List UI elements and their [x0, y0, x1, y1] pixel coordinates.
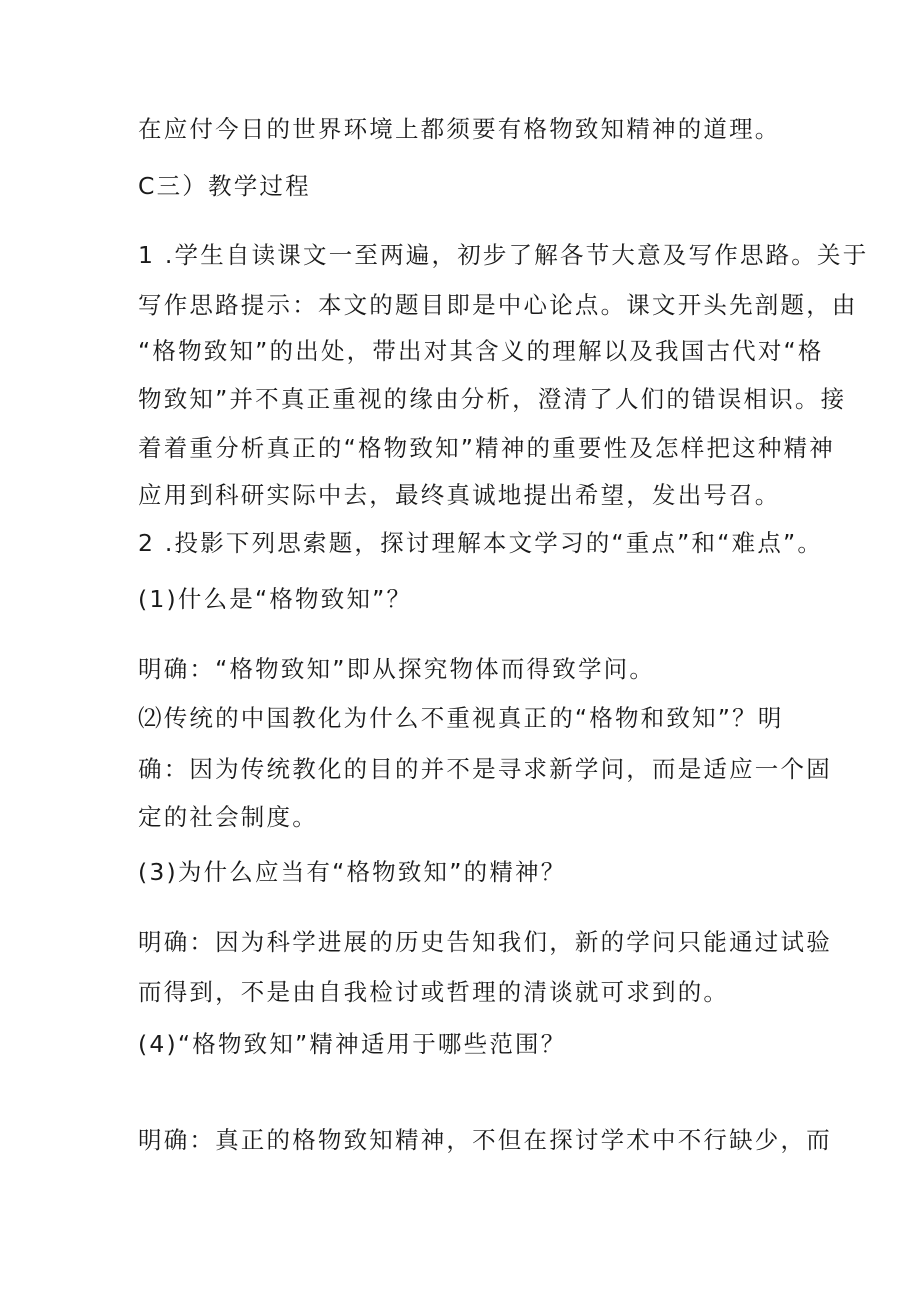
text-line-4: 写作思路提示：本文的题目即是中心论点。课文开头先剖题，由 [138, 291, 858, 319]
section-heading: C三）教学过程 [138, 172, 311, 200]
answer-4-line-1: 明确：真正的格物致知精神，不但在探讨学术中不行缺少，而 [138, 1126, 832, 1154]
answer-2-line-1: 确：因为传统教化的目的并不是寻求新学问，而是适应一个固 [138, 755, 832, 783]
text-line-3: 1 .学生自读课文一至两遍，初步了解各节大意及写作思路。关于 [138, 241, 869, 269]
text-line-9: 2 .投影下列思索题，探讨理解本文学习的“重点”和“难点”。 [138, 529, 824, 557]
text-line-8: 应用到科研实际中去，最终真诚地提出希望，发出号召。 [138, 481, 781, 509]
text-line-1: 在应付今日的世界环境上都须要有格物致知精神的道理。 [138, 115, 781, 143]
answer-2-line-2: 定的社会制度。 [138, 803, 318, 831]
question-2: ⑵传统的中国教化为什么不重视真正的“格物和致知”？明 [138, 704, 784, 732]
text-line-7: 着着重分析真正的“格物致知”精神的重要性及怎样把这种精神 [138, 434, 835, 462]
answer-3-line-2: 而得到，不是由自我检讨或哲理的清谈就可求到的。 [138, 978, 730, 1006]
answer-1: 明确：“格物致知”即从探究物体而得致学问。 [138, 655, 656, 683]
question-3: (3)为什么应当有“格物致知”的精神？ [138, 858, 567, 886]
question-4: (4)“格物致知”精神适用于哪些范围？ [138, 1030, 567, 1058]
answer-3-line-1: 明确：因为科学进展的历史告知我们，新的学问只能通过试验 [138, 928, 832, 956]
text-line-6: 物致知”并不真正重视的缘由分析，澄清了人们的错误相识。接 [138, 385, 847, 413]
text-line-5: “格物致知”的出处，带出对其含义的理解以及我国古代对“格 [138, 337, 824, 365]
question-1: (1)什么是“格物致知”？ [138, 585, 413, 613]
